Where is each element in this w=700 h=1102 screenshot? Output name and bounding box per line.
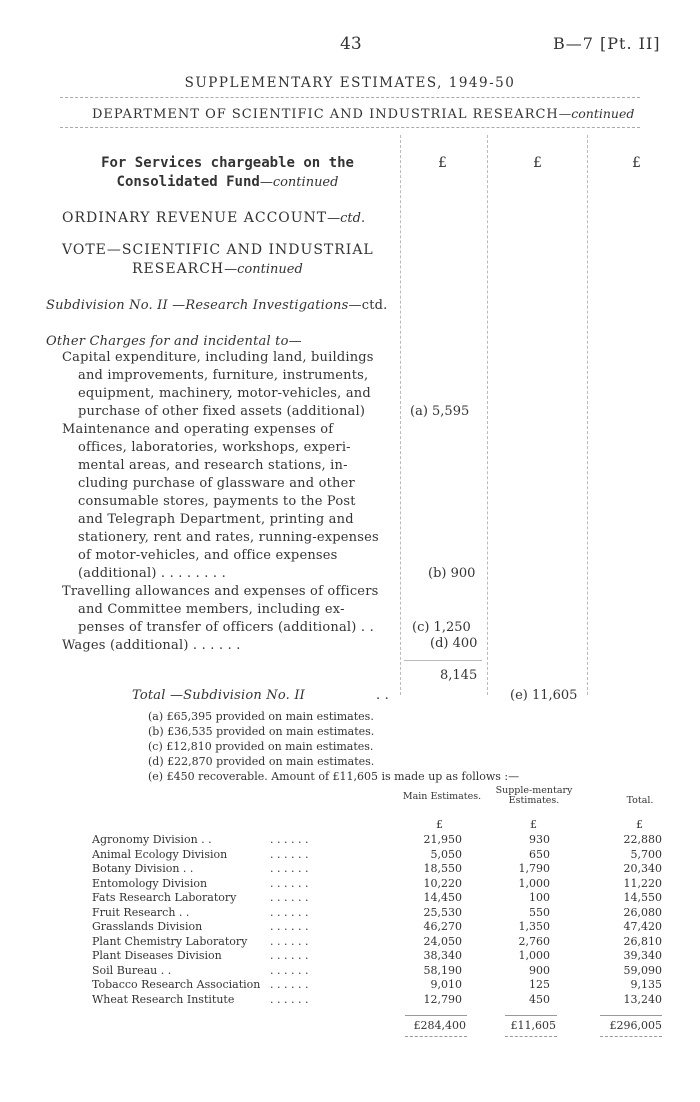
row-main: 10,220 [423, 876, 462, 890]
row-total: 22,880 [623, 833, 662, 846]
row-supp: 930 [529, 833, 550, 846]
item-capital-line1: Capital expenditure, including land, buildings [62, 350, 374, 365]
item-travelling-amount: (c) 1,250 [412, 620, 471, 635]
row-total: 59,090 [623, 963, 662, 977]
item-maintenance-line8: of motor-vehicles, and office expenses [78, 548, 338, 563]
row-total: 9,135 [630, 978, 662, 991]
totals-rule-supp [505, 1015, 557, 1016]
row-total: 47,420 [623, 920, 662, 933]
row-dots: . . . . . . [270, 905, 309, 919]
totals-double-rule-supp [505, 1036, 557, 1037]
item-travelling-line3: penses of transfer of officers (additional) . . [78, 620, 374, 635]
total-supp: £11,605 [510, 1019, 556, 1032]
totals-double-rule-total [600, 1036, 662, 1037]
title-rule [60, 97, 640, 98]
row-total: 26,810 [623, 934, 662, 948]
row-supp: 900 [529, 963, 550, 977]
column-currency-3: £ [632, 155, 641, 171]
column-currency-1: £ [438, 155, 447, 171]
row-supp: 1,000 [518, 949, 550, 962]
row-name: Wheat Research Institute [92, 992, 235, 1006]
item-maintenance-line4: cluding purchase of glassware and other [78, 476, 355, 491]
row-supp: 1,000 [518, 876, 550, 890]
row-dots: . . . . . . [270, 920, 309, 933]
row-total: 14,550 [623, 891, 662, 904]
subdivision-heading: Subdivision No. II —Research Investigations—ctd. [46, 298, 388, 313]
item-wages-line1: Wages (additional) . . . . . . [62, 638, 241, 653]
vote-heading-line2: RESEARCH—continued [132, 261, 303, 277]
row-supp: 2,760 [518, 934, 550, 948]
row-dots: . . . . . . [270, 847, 309, 861]
row-supp: 100 [529, 891, 550, 904]
totals-rule-total [600, 1015, 662, 1016]
note-b: (b) £36,535 provided on main estimates. [148, 725, 375, 738]
table-header-supplementary: Supple-mentary Estimates. [495, 785, 573, 806]
row-supp: 1,350 [518, 920, 550, 933]
note-e: (e) £450 recoverable. Amount of £11,605 is made up as follows :— [148, 770, 520, 783]
totals-double-rule-main [405, 1036, 467, 1037]
vote-heading-line1: VOTE—SCIENTIFIC AND INDUSTRIAL [62, 242, 374, 258]
column-currency-2: £ [533, 155, 542, 171]
row-supp: 450 [529, 992, 550, 1006]
table-unit-supp: £ [530, 818, 537, 831]
row-main: 5,050 [430, 847, 462, 861]
row-supp: 650 [529, 847, 550, 861]
row-main: 12,790 [423, 992, 462, 1006]
table-unit-main: £ [436, 818, 443, 831]
total-total: £296,005 [609, 1019, 662, 1032]
row-dots: . . . . . . [270, 876, 309, 890]
subtotal-rule [404, 660, 482, 661]
item-travelling-line1: Travelling allowances and expenses of officers [62, 584, 379, 599]
row-total: 26,080 [623, 905, 662, 919]
row-dots: . . . . . . [270, 833, 309, 846]
row-main: 38,340 [423, 949, 462, 962]
row-total: 13,240 [623, 992, 662, 1006]
page-number: 43 [340, 34, 362, 54]
row-name: Agronomy Division . . [92, 833, 212, 846]
total-main: £284,400 [413, 1019, 466, 1032]
note-c: (c) £12,810 provided on main estimates. [148, 740, 374, 753]
item-maintenance-line6: and Telegraph Department, printing and [78, 512, 354, 527]
totals-rule-main [405, 1015, 467, 1016]
row-main: 24,050 [423, 934, 462, 948]
item-capital-line2: and improvements, furniture, instruments, [78, 368, 369, 383]
column-divider-3 [587, 135, 588, 695]
row-name: Fruit Research . . [92, 905, 190, 919]
row-main: 46,270 [423, 920, 462, 933]
table-header-main: Main Estimates. [402, 791, 482, 802]
note-d: (d) £22,870 provided on main estimates. [148, 755, 375, 768]
item-maintenance-line1: Maintenance and operating expenses of [62, 422, 334, 437]
item-wages-amount: (d) 400 [430, 636, 478, 651]
total-dots: . . [376, 688, 389, 703]
item-maintenance-line3: mental areas, and research stations, in- [78, 458, 348, 473]
row-main: 9,010 [430, 978, 462, 991]
row-name: Tobacco Research Association [92, 978, 261, 991]
row-name: Fats Research Laboratory [92, 891, 237, 904]
row-name: Grasslands Division [92, 920, 203, 933]
row-dots: . . . . . . [270, 934, 309, 948]
note-a: (a) £65,395 provided on main estimates. [148, 710, 374, 723]
item-capital-line3: equipment, machinery, motor-vehicles, and [78, 386, 371, 401]
row-main: 58,190 [423, 963, 462, 977]
row-main: 21,950 [423, 833, 462, 846]
total-amount: (e) 11,605 [510, 688, 578, 703]
total-label: Total —Subdivision No. II [132, 688, 306, 703]
item-capital-line4: purchase of other fixed assets (additional) [78, 404, 366, 419]
row-total: 39,340 [623, 949, 662, 962]
row-name: Botany Division . . [92, 862, 194, 875]
row-dots: . . . . . . [270, 978, 309, 991]
row-dots: . . . . . . [270, 891, 309, 904]
row-dots: . . . . . . [270, 949, 309, 962]
page-reference: B—7 [Pt. II] [553, 34, 661, 53]
row-main: 18,550 [423, 862, 462, 875]
table-header-total: Total. [626, 795, 654, 806]
services-heading-line2: Consolidated Fund—continued [116, 174, 339, 190]
department-heading: DEPARTMENT OF SCIENTIFIC AND INDUSTRIAL RESEARCH—continued [92, 106, 635, 122]
row-name: Entomology Division [92, 876, 208, 890]
row-dots: . . . . . . [270, 963, 309, 977]
account-heading: ORDINARY REVENUE ACCOUNT—ctd. [62, 210, 366, 226]
row-name: Plant Chemistry Laboratory [92, 934, 248, 948]
row-dots: . . . . . . [270, 862, 309, 875]
table-unit-total: £ [636, 818, 643, 831]
row-total: 20,340 [623, 862, 662, 875]
row-supp: 550 [529, 905, 550, 919]
item-maintenance-line9: (additional) . . . . . . . . [78, 566, 226, 581]
item-maintenance-line2: offices, laboratories, workshops, experi- [78, 440, 351, 455]
item-capital-amount: (a) 5,595 [410, 404, 470, 419]
row-main: 25,530 [423, 905, 462, 919]
other-charges-heading: Other Charges for and incidental to— [46, 334, 302, 349]
row-name: Plant Diseases Division [92, 949, 222, 962]
row-dots: . . . . . . [270, 992, 309, 1006]
column-divider-1 [400, 135, 401, 695]
row-supp: 1,790 [518, 862, 550, 875]
column-divider-2 [487, 135, 488, 695]
row-total: 5,700 [630, 847, 662, 861]
item-maintenance-amount: (b) 900 [428, 566, 476, 581]
subtotal-amount: 8,145 [440, 668, 478, 683]
services-heading-line1: For Services chargeable on the [101, 155, 354, 171]
row-total: 11,220 [623, 876, 662, 890]
item-maintenance-line5: consumable stores, payments to the Post [78, 494, 356, 509]
row-name: Soil Bureau . . [92, 963, 172, 977]
page-title: SUPPLEMENTARY ESTIMATES, 1949-50 [184, 75, 516, 91]
row-name: Animal Ecology Division [92, 847, 228, 861]
row-main: 14,450 [423, 891, 462, 904]
row-supp: 125 [529, 978, 550, 991]
department-rule [60, 127, 640, 128]
item-maintenance-line7: stationery, rent and rates, running-expenses [78, 530, 379, 545]
item-travelling-line2: and Committee members, including ex- [78, 602, 345, 617]
